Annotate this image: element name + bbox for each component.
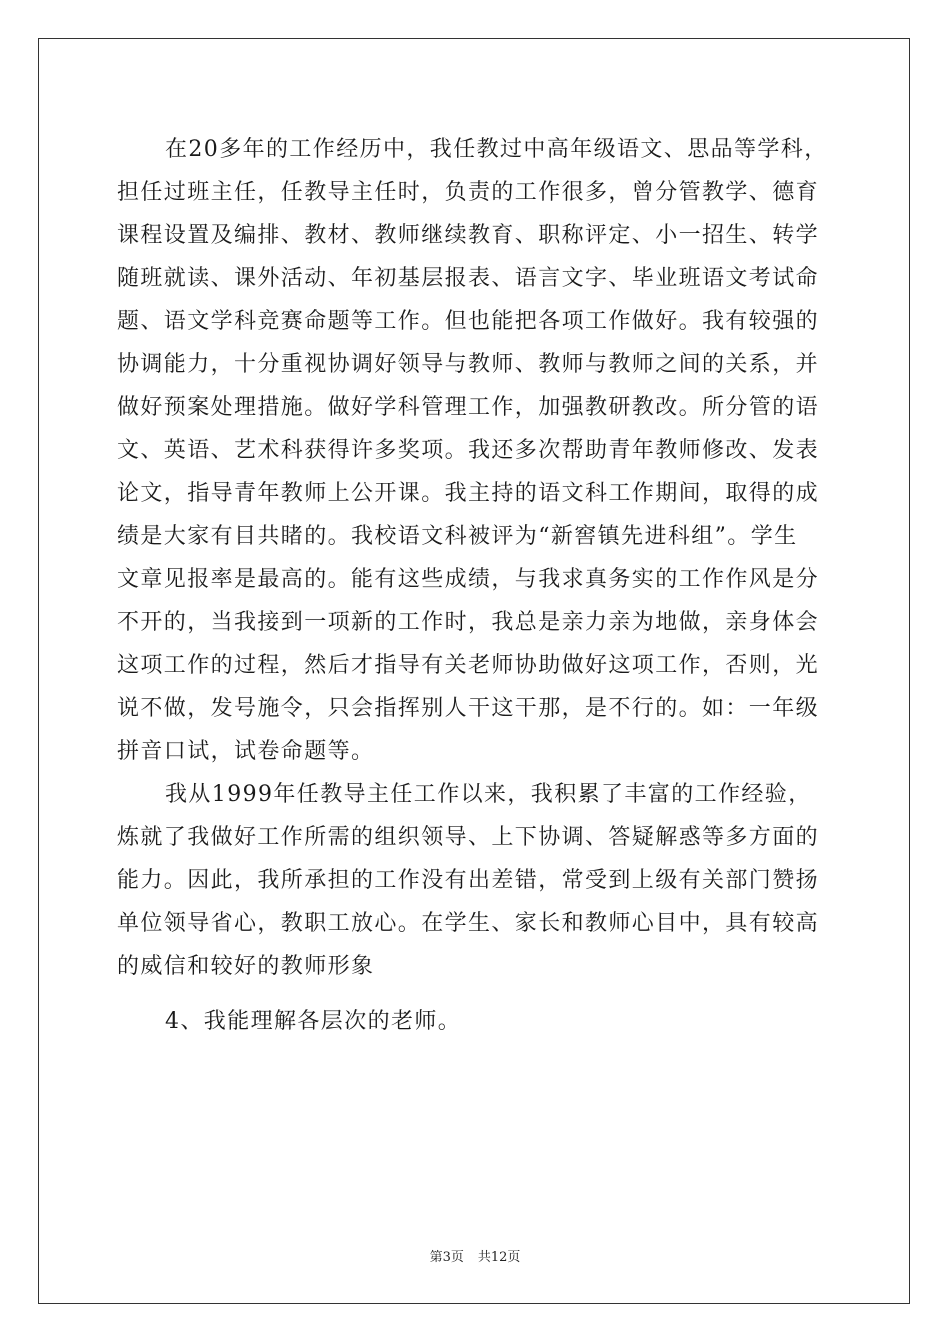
document-body: [117, 128, 837, 1043]
page-total: 共12页: [477, 1250, 521, 1265]
page-number: 第3页: [429, 1250, 464, 1265]
paragraph-3: 4、我能理解各层次的老师。: [165, 1009, 462, 1034]
page-footer: [0, 1246, 950, 1265]
paragraph-2: 我从1999年任教导主任工作以来，我积累了丰富的工作经验， 炼就了我做好工作所需的组织领导、上下协调、答疑解惑等多方面的 能力。因此，我所承担的工作没有出差错，常受到上级有关部门赞扬 单位领导省心，教职工放心。在学生、家长和教师心目中，具有较高 的威信和较好的教师形象: [117, 782, 820, 979]
paragraph-1: 在20多年的工作经历中，我任教过中高年级语文、思品等学科， 担任过班主任，任教导主任时，负责的工作很多，曾分管教学、德育 课程设置及编排、教材、教师继续教育、职称评定、小一招生、转学 随班就读、课外活动、年初基层报表、语言文字、毕业班语文考试命 题、语文学科竞赛命题等工作。但也能把各项工作做好。我有较强的 协调能力，十分重视协调好领导与教师、教师与教师之间的关系，并 做好预案处理措施。做好学科管理工作，加强教研教改。所分管的语 文、英语、艺术科获得许多奖项。我还多次帮助青年教师修改、发表 论文，指导青年教师上公开课。我主持的语文科工作期间，取得的成 绩是大家有目共睹的。我校语文科被评为“新窖镇先进科组”。学生 文章见报率是最高的。能有这些成绩，与我求真务实的工作作风是分 不开的，当我接到一项新的工作时，我总是亲力亲为地做，亲身体会 这项工作的过程，然后才指导有关老师协助做好这项工作，否则，光 说不做，发号施令，只会指挥别人干这干那，是不行的。如：一年级 拼音口试，试卷命题等。: [117, 137, 828, 764]
